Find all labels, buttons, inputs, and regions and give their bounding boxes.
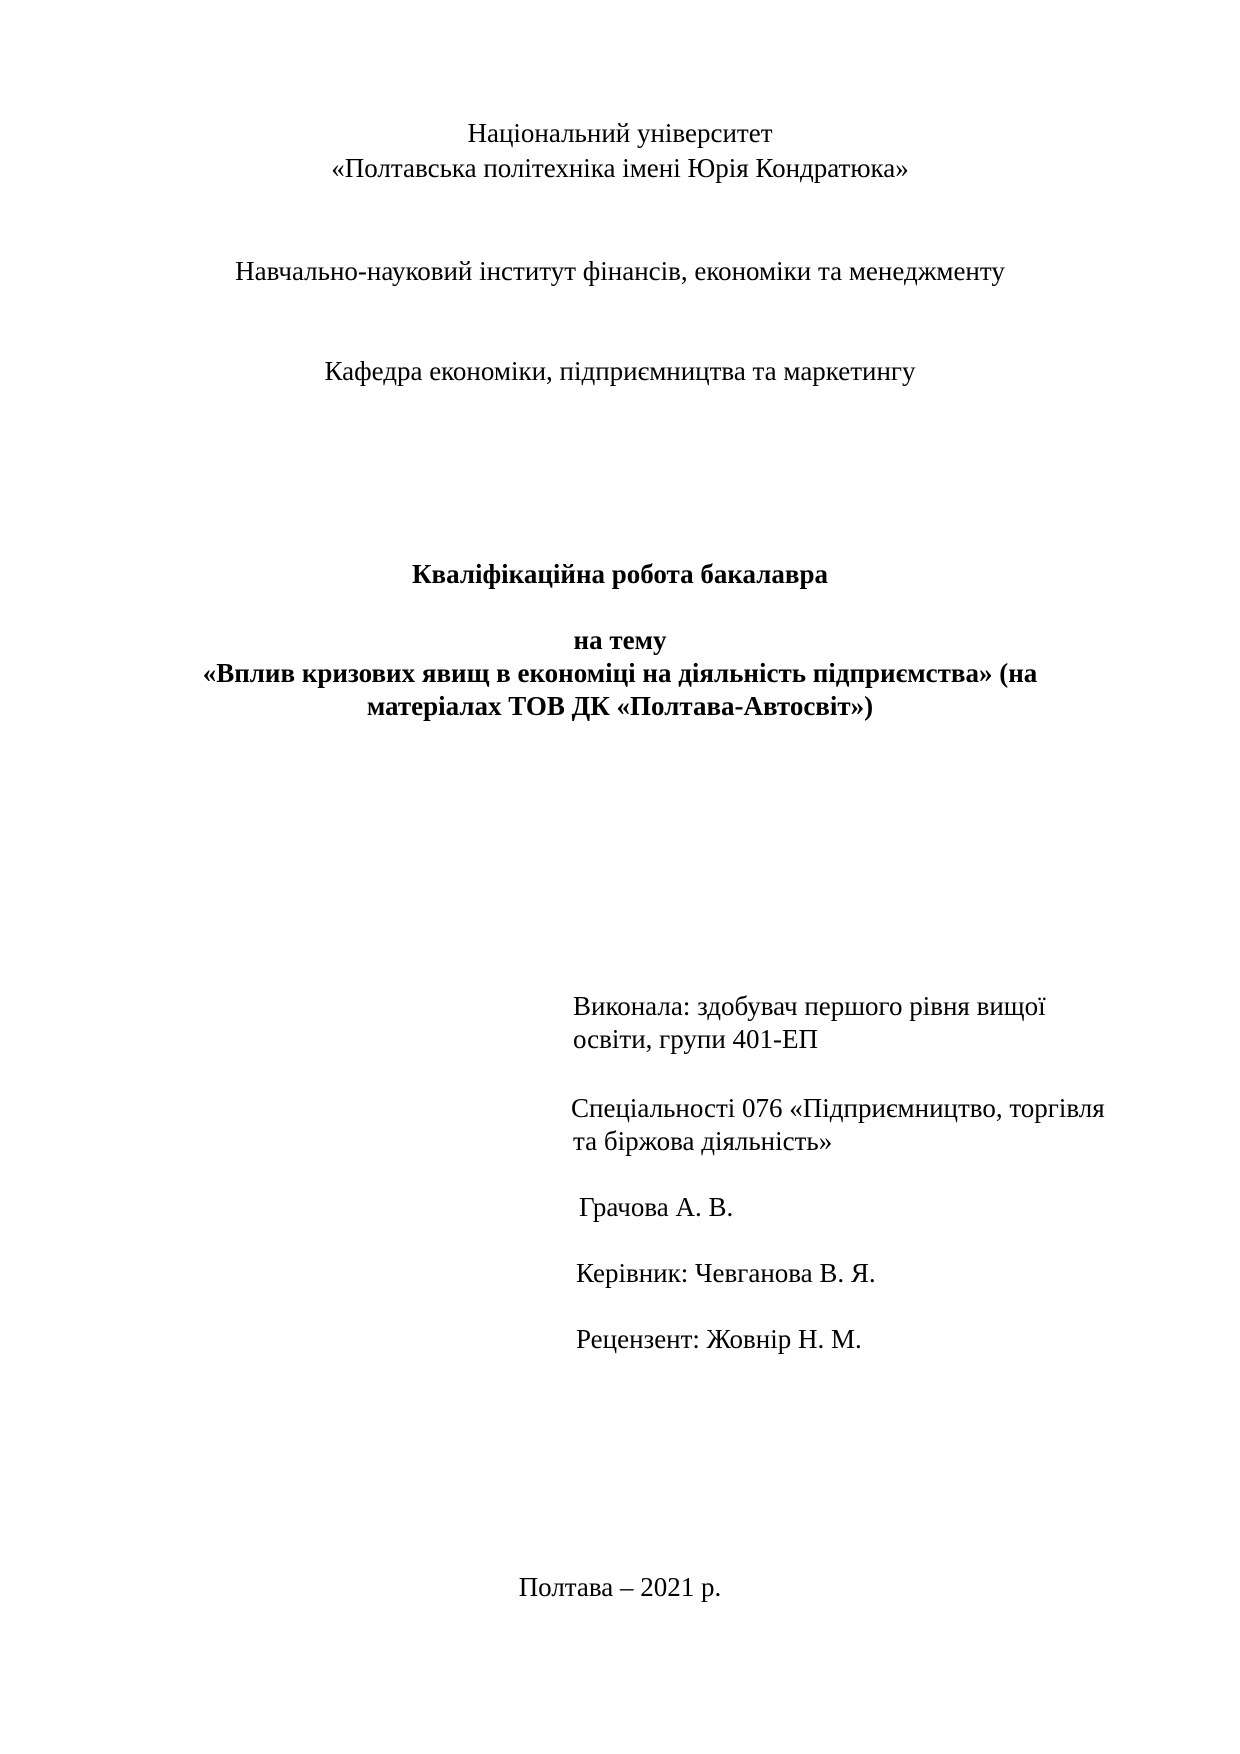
performed-by-line2: освіти, групи 401-ЕП bbox=[573, 1024, 819, 1054]
topic-line2: матеріалах ТОВ ДК «Полтава-Автосвіт») bbox=[366, 691, 874, 721]
on-topic-label: на тему bbox=[573, 625, 667, 655]
performed-by-line1: Виконала: здобувач першого рівня вищої bbox=[573, 991, 1046, 1021]
specialty-line1: Спеціальності 076 «Підприємництво, торгівля bbox=[571, 1093, 1105, 1123]
topic-line1: «Вплив кризових явищ в економіці на діяльність підприємства» (на bbox=[202, 658, 1038, 688]
specialty-line2: та біржова діяльність» bbox=[573, 1126, 833, 1156]
reviewer: Рецензент: Жовнір Н. М. bbox=[576, 1324, 862, 1354]
department-name: Кафедра економіки, підприємництва та маркетингу bbox=[324, 356, 916, 386]
supervisor: Керівник: Чевганова В. Я. bbox=[576, 1258, 876, 1288]
university-name-line2: «Полтавська політехніка імені Юрія Кондратюка» bbox=[331, 153, 909, 183]
city-year: Полтава – 2021 р. bbox=[518, 1572, 722, 1602]
university-name-line1: Національний університет bbox=[467, 118, 773, 148]
institute-name: Навчально-науковий інститут фінансів, економіки та менеджменту bbox=[235, 256, 1005, 286]
work-type-heading: Кваліфікаційна робота бакалавра bbox=[411, 559, 829, 589]
student-name: Грачова А. В. bbox=[579, 1192, 734, 1222]
